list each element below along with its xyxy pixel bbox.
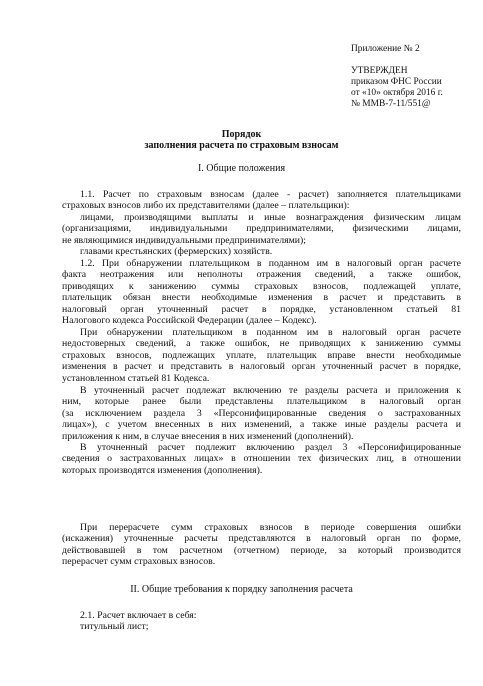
section-1-heading: I. Общие положения — [197, 163, 286, 174]
section-2-heading: II. Общие требования к порядку заполнения расчета — [130, 584, 353, 595]
text-line: 1.2. При обнаружении плательщиком в поданном им в налоговый орган расчете — [80, 258, 461, 269]
paragraph-1-3 — [62, 327, 461, 384]
text-line: ним, которые ранее были представлены плательщиком в налоговый орган — [62, 396, 461, 408]
text-line: титульный лист; — [80, 621, 149, 633]
text-line: В уточненный расчет подлежит включению раздел 3 «Персонифицированные — [80, 442, 461, 453]
text-line: 2.1. Расчет включает в себя: — [80, 610, 197, 621]
text-line: В уточненный расчет подлежат включению те разделы расчета и приложения к — [80, 385, 461, 396]
approved-label: УТВЕРЖДЕН — [351, 66, 408, 76]
approval-block — [351, 66, 479, 110]
title-line-2: заполнения расчета по страховым взносам — [144, 140, 339, 151]
text-line: (за исключением раздела 3 «Персонифицированные сведения о застрахованных — [62, 407, 461, 419]
appendix-block — [351, 44, 479, 55]
text-line: недостоверных сведений, а также ошибок, не приводящих к занижению суммы — [62, 338, 461, 350]
text-line: При обнаружении плательщиком в поданном им в налоговый орган расчете — [80, 327, 461, 338]
text-line: лицами, производящими выплаты и иные вознаграждения физическим лицам — [80, 211, 461, 223]
paragraph-1-2 — [62, 258, 461, 326]
text-line: не являющимися индивидуальными предпринимателями); — [62, 234, 307, 246]
appendix-label: Приложение № 2 — [351, 44, 420, 54]
paragraph-1-5 — [62, 442, 461, 476]
text-line: главами крестьянских (фермерских) хозяйств. — [80, 246, 273, 258]
text-line: страховых взносов, подлежащих уплате, плательщик вправе внести необходимые — [62, 349, 461, 361]
text-line: плательщик обязан внести необходимые изменения в расчет и представить в — [62, 292, 461, 304]
text-line: При перерасчете сумм страховых взносов в периоде совершения ошибки — [80, 522, 461, 533]
paragraph-1-4 — [62, 385, 461, 442]
text-line: установленном статьей 81 Кодекса. — [62, 372, 210, 384]
document-title — [0, 129, 483, 151]
text-line: изменения в расчет и представить в налоговый орган уточненный расчет в порядке, — [62, 361, 461, 373]
text-line: страховых взносов либо их представителями (далее – плательщики): — [62, 200, 350, 212]
order-date: от «10» октября 2016 г. — [351, 88, 443, 98]
paragraph-1-1 — [62, 189, 461, 257]
paragraph-2-1 — [62, 610, 461, 633]
text-line: действовавшей в том расчетном (отчетном) периоде, за который производится — [62, 544, 461, 556]
order-number: № ММВ-7-11/551@ — [351, 99, 431, 109]
text-line: приложения к ним, в случае внесения в них изменений (дополнений). — [62, 430, 354, 442]
order-reference: приказом ФНС России — [351, 77, 442, 87]
title-line-1: Порядок — [221, 129, 262, 140]
text-line: перерасчет сумм страховых взносов. — [62, 556, 216, 568]
text-line: 1.1. Расчет по страховым взносам (далее - расчет) заполняется плательщиками — [80, 189, 461, 200]
text-line: Налогового кодекса Российской Федерации (далее – Кодекс). — [62, 315, 317, 327]
text-line: которых производятся изменения (дополнения). — [62, 464, 263, 476]
text-line: приводящих к занижению суммы страховых взносов, подлежащей уплате, — [62, 280, 461, 292]
paragraph-1-6 — [62, 522, 461, 568]
text-line: (организациями, индивидуальными предпринимателями, физическими лицами, — [62, 223, 461, 235]
text-line: налоговый орган уточненный расчет в порядке, установленном статьей 81 — [62, 303, 461, 315]
text-line: сведения о застрахованных лицах» в отношении тех физических лиц, в отношении — [62, 453, 461, 465]
text-line: факта неотражения или неполноты отражения сведений, а также ошибок, — [62, 269, 461, 281]
text-line: лицах»), с учетом внесенных в них изменений, а также иные разделы расчета и — [62, 419, 461, 431]
text-line: (искажения) уточненные расчеты представляются в налоговый орган по форме, — [62, 533, 461, 545]
